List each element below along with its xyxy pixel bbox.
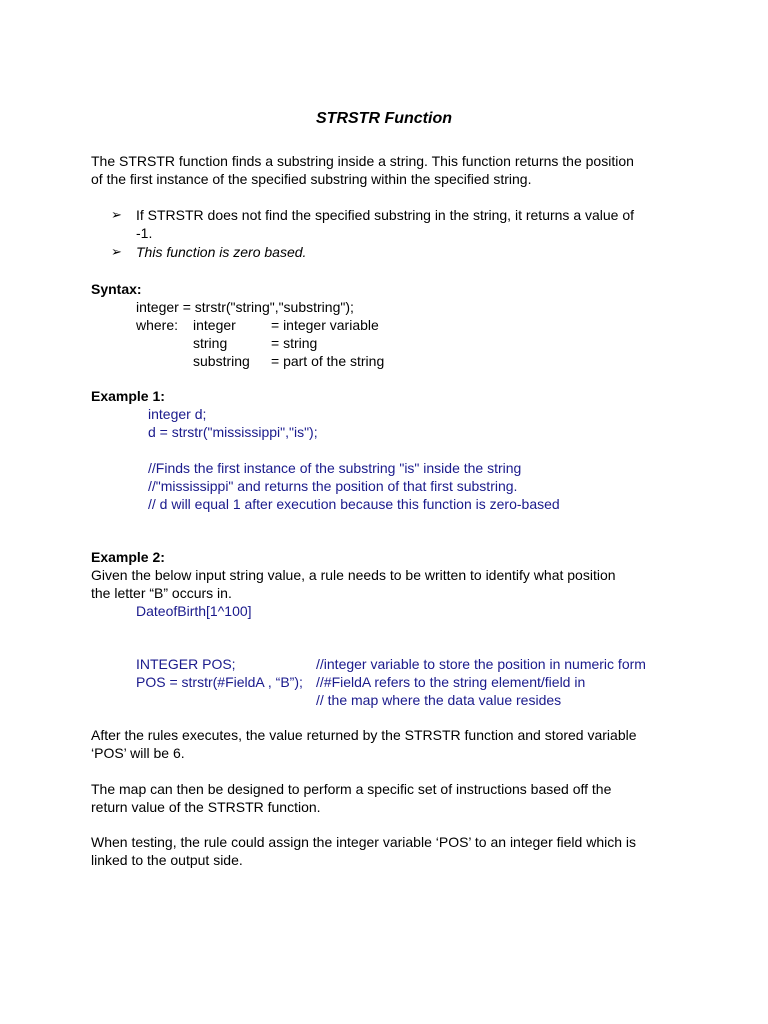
syntax-def: = part of the string bbox=[271, 353, 385, 369]
example-2-heading: Example 2: bbox=[91, 549, 165, 565]
syntax-line: integer = strstr("string","substring"); bbox=[136, 299, 354, 315]
example-2-comment-3: // the map where the data value resides bbox=[316, 692, 562, 708]
example-2-code-1: INTEGER POS; bbox=[136, 656, 236, 672]
example-1-comment-3: // d will equal 1 after execution because this function is zero-based bbox=[148, 496, 560, 512]
example-1-heading: Example 1: bbox=[91, 388, 165, 404]
example-2-comment-2: //#FieldA refers to the string element/field in bbox=[316, 674, 586, 690]
testing-line-2: linked to the output side. bbox=[91, 852, 243, 868]
example-2-desc-2: the letter “B” occurs in. bbox=[91, 585, 232, 601]
example-2-comment-1: //integer variable to store the position in numeric form bbox=[316, 656, 646, 672]
example-2-value: DateofBirth[1^100] bbox=[136, 603, 252, 619]
syntax-term: substring bbox=[193, 353, 250, 369]
page-title: STRSTR Function bbox=[316, 110, 452, 127]
bullet-1-line-2: -1. bbox=[136, 225, 153, 241]
syntax-term: string bbox=[193, 335, 228, 351]
after-line-2: ‘POS’ will be 6. bbox=[91, 745, 185, 761]
intro-line-2: of the first instance of the specified substring within the specified string. bbox=[91, 171, 532, 187]
example-1-comment-1: //Finds the first instance of the substring "is" inside the string bbox=[148, 460, 522, 476]
syntax-term: integer bbox=[193, 317, 236, 333]
syntax-where: where: bbox=[136, 317, 179, 333]
bullet-1-line-1: If STRSTR does not find the specified substring in the string, it returns a value of bbox=[136, 207, 635, 223]
syntax-def: = string bbox=[271, 335, 318, 351]
bullet-arrow-icon: ➢ bbox=[111, 244, 122, 259]
bullet-arrow-icon: ➢ bbox=[111, 207, 122, 222]
example-2-code-2: POS = strstr(#FieldA , “B”); bbox=[136, 674, 303, 690]
example-1-code-2: d = strstr("mississippi","is"); bbox=[148, 424, 318, 440]
example-1-comment-2: //"mississippi" and returns the position of that first substring. bbox=[148, 478, 518, 494]
map-line-1: The map can then be designed to perform a specific set of instructions based off the bbox=[91, 781, 612, 797]
example-1-code-1: integer d; bbox=[148, 406, 207, 422]
testing-line-1: When testing, the rule could assign the integer variable ‘POS’ to an integer field which is bbox=[91, 834, 637, 850]
example-2-desc-1: Given the below input string value, a rule needs to be written to identify what position bbox=[91, 567, 616, 583]
syntax-heading: Syntax: bbox=[91, 281, 142, 297]
map-line-2: return value of the STRSTR function. bbox=[91, 799, 321, 815]
intro-line-1: The STRSTR function finds a substring inside a string. This function returns the position bbox=[91, 153, 634, 169]
syntax-def: = integer variable bbox=[271, 317, 379, 333]
after-line-1: After the rules executes, the value returned by the STRSTR function and stored variable bbox=[91, 727, 637, 743]
bullet-2: This function is zero based. bbox=[136, 244, 307, 260]
